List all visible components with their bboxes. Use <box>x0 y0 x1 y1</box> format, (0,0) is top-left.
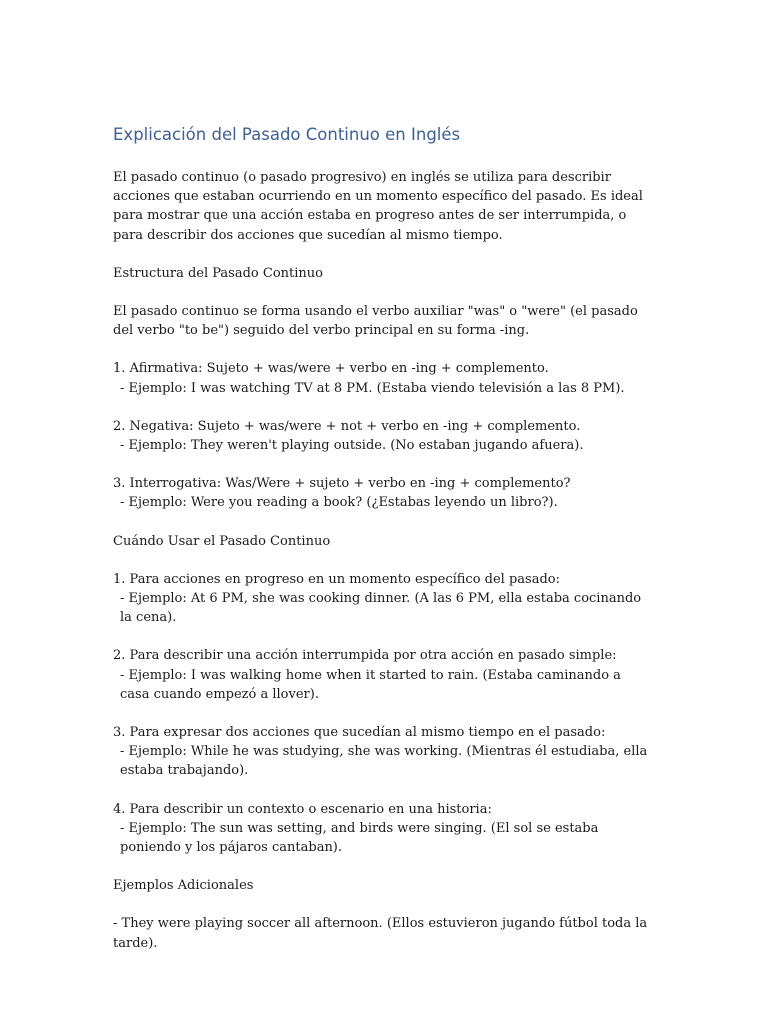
usage-item-example: - Ejemplo: I was walking home when it started to rain. (Estaba caminando a casa cuando empezó a llover). <box>120 667 621 702</box>
structure-item-text: 2. Negativa: Sujeto + was/were + not + verbo en -ing + complemento. <box>113 418 581 434</box>
structure-item-text: 3. Interrogativa: Was/Were + sujeto + verbo en -ing + complemento? <box>113 476 571 492</box>
structure-item-example: - Ejemplo: Were you reading a book? (¿Estabas leyendo un libro?). <box>120 495 558 511</box>
usage-item-3 <box>113 723 653 781</box>
usage-item-text: 2. Para describir una acción interrumpida por otra acción en pasado simple: <box>113 648 617 664</box>
usage-item-4 <box>113 800 653 858</box>
structure-item-text: 1. Afirmativa: Sujeto + was/were + verbo en -ing + complemento. <box>113 361 549 377</box>
document-title: Explicación del Pasado Continuo en Inglés <box>113 125 461 144</box>
usage-item-text: 1. Para acciones en progreso en un momento específico del pasado: <box>113 571 560 587</box>
usage-item-example: - Ejemplo: The sun was setting, and birds were singing. (El sol se estaba poniendo y los pájaros cantaban). <box>120 820 599 856</box>
usage-heading: Cuándo Usar el Pasado Continuo <box>113 533 331 549</box>
structure-item-example: - Ejemplo: They weren't playing outside. (No estaban jugando afuera). <box>120 438 584 454</box>
additional-heading: Ejemplos Adicionales <box>113 878 254 894</box>
structure-item-negative <box>113 417 653 455</box>
additional-example: - They were playing soccer all afternoon. (Ellos estuvieron jugando fútbol toda la tarde). <box>113 916 648 951</box>
structure-heading: Estructura del Pasado Continuo <box>113 265 323 281</box>
structure-item-affirmative <box>113 359 653 397</box>
usage-item-text: 3. Para expresar dos acciones que sucedían al mismo tiempo en el pasado: <box>113 725 606 741</box>
document-content <box>113 124 653 972</box>
structure-item-example: - Ejemplo: I was watching TV at 8 PM. (Estaba viendo televisión a las 8 PM). <box>120 380 625 396</box>
structure-description: El pasado continuo se forma usando el verbo auxiliar "was" o "were" (el pasado del verbo "to be") seguido del verbo principal en su forma -ing. <box>113 304 638 339</box>
usage-item-1 <box>113 570 653 628</box>
usage-item-example: - Ejemplo: At 6 PM, she was cooking dinner. (A las 6 PM, ella estaba cocinando la cena). <box>120 591 642 626</box>
usage-item-2 <box>113 646 653 704</box>
usage-item-text: 4. Para describir un contexto o escenario en una historia: <box>113 801 492 817</box>
structure-item-interrogative <box>113 474 653 512</box>
usage-item-example: - Ejemplo: While he was studying, she was working. (Mientras él estudiaba, ella estaba trabajando). <box>120 744 648 779</box>
intro-paragraph: El pasado continuo (o pasado progresivo) en inglés se utiliza para describir acciones que estaban ocurriendo en un momento específico del pasado. Es ideal para mostrar que una acción estaba en progreso antes de ser interrumpida, o para describir dos acciones que sucedían al mismo tiempo. <box>113 170 643 243</box>
